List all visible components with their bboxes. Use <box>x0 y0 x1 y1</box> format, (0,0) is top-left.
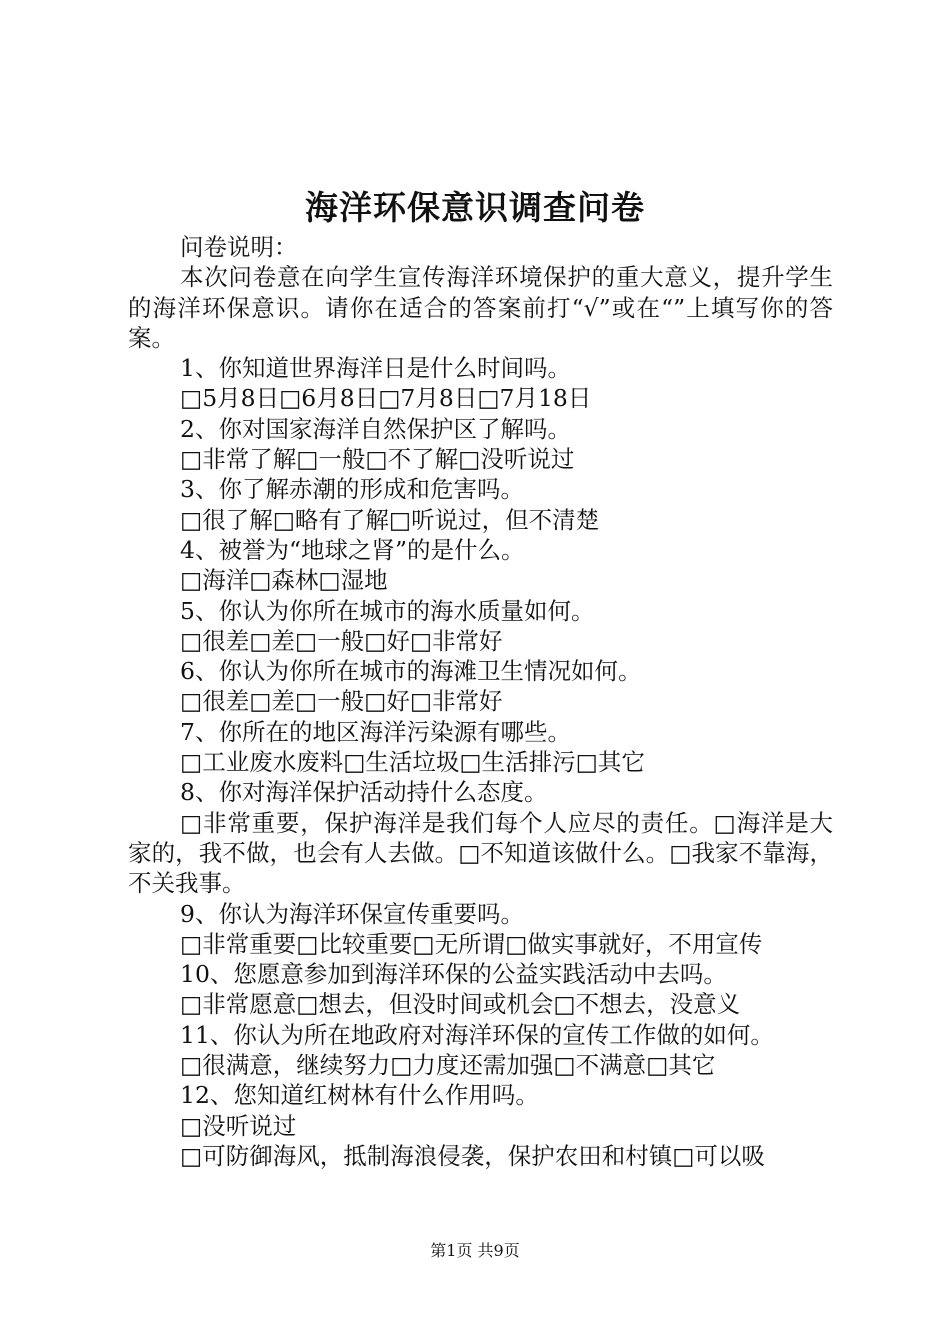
question-7: 7、你所在的地区海洋污染源有哪些。 <box>180 717 571 746</box>
intro-label: 问卷说明： <box>180 233 298 261</box>
question-10: 10、您愿意参加到海洋环保的公益实践活动中去吗。 <box>180 960 727 989</box>
options-4: □海洋□森林□湿地 <box>180 566 388 595</box>
question-11: 11、你认为所在地政府对海洋环保的宣传工作做的如何。 <box>180 1020 774 1049</box>
question-2: 2、你对国家海洋自然保护区了解吗。 <box>180 414 571 443</box>
options-5: □很差□差□一般□好□非常好 <box>180 626 503 655</box>
options-2: □非常了解□一般□不了解□没听说过 <box>180 445 575 474</box>
question-1: 1、你知道世界海洋日是什么时间吗。 <box>180 354 571 383</box>
options-10: □非常愿意□想去，但没时间或机会□不想去，没意义 <box>180 990 741 1019</box>
document-body <box>128 232 833 1171</box>
options-6: □很差□差□一般□好□非常好 <box>180 687 503 716</box>
question-6: 6、你认为你所在城市的海滩卫生情况如何。 <box>180 657 642 686</box>
question-4: 4、被誉为“地球之肾”的是什么。 <box>180 535 525 564</box>
intro-paragraph: 本次问卷意在向学生宣传海洋环境保护的重大意义，提升学生的海洋环保意识。请你在适合的答案前打“√”或在“”上填写你的答案。 <box>128 263 833 352</box>
question-5: 5、你认为你所在城市的海水质量如何。 <box>180 596 595 625</box>
options-12: □没听说过 <box>180 1111 297 1140</box>
question-8: 8、你对海洋保护活动持什么态度。 <box>180 778 548 807</box>
options-3: □很了解□略有了解□听说过，但不清楚 <box>180 505 600 534</box>
options-8: □非常重要，保护海洋是我们每个人应尽的责任。□海洋是大家的，我不做，也会有人去做。□不知道该做什么。□我家不靠海，不关我事。 <box>128 808 833 898</box>
options-7: □工业废水废料□生活垃圾□生活排污□其它 <box>180 748 645 777</box>
options-11: □很满意，继续努力□力度还需加强□不满意□其它 <box>180 1051 716 1080</box>
question-9: 9、你认为海洋环保宣传重要吗。 <box>180 899 524 928</box>
question-3: 3、你了解赤潮的形成和危害吗。 <box>180 475 524 504</box>
document-title: 海洋环保意识调查问卷 <box>305 188 645 227</box>
question-12: 12、您知道红树林有什么作用吗。 <box>180 1081 539 1110</box>
page-number: 第1页 共9页 <box>430 1241 520 1260</box>
options-9: □非常重要□比较重要□无所谓□做实事就好，不用宣传 <box>180 929 763 958</box>
options-1: □5月8日□6月8日□7月8日□7月18日 <box>180 384 592 413</box>
options-12-continued: □可防御海风，抵制海浪侵袭，保护农田和村镇□可以吸 <box>180 1141 765 1170</box>
